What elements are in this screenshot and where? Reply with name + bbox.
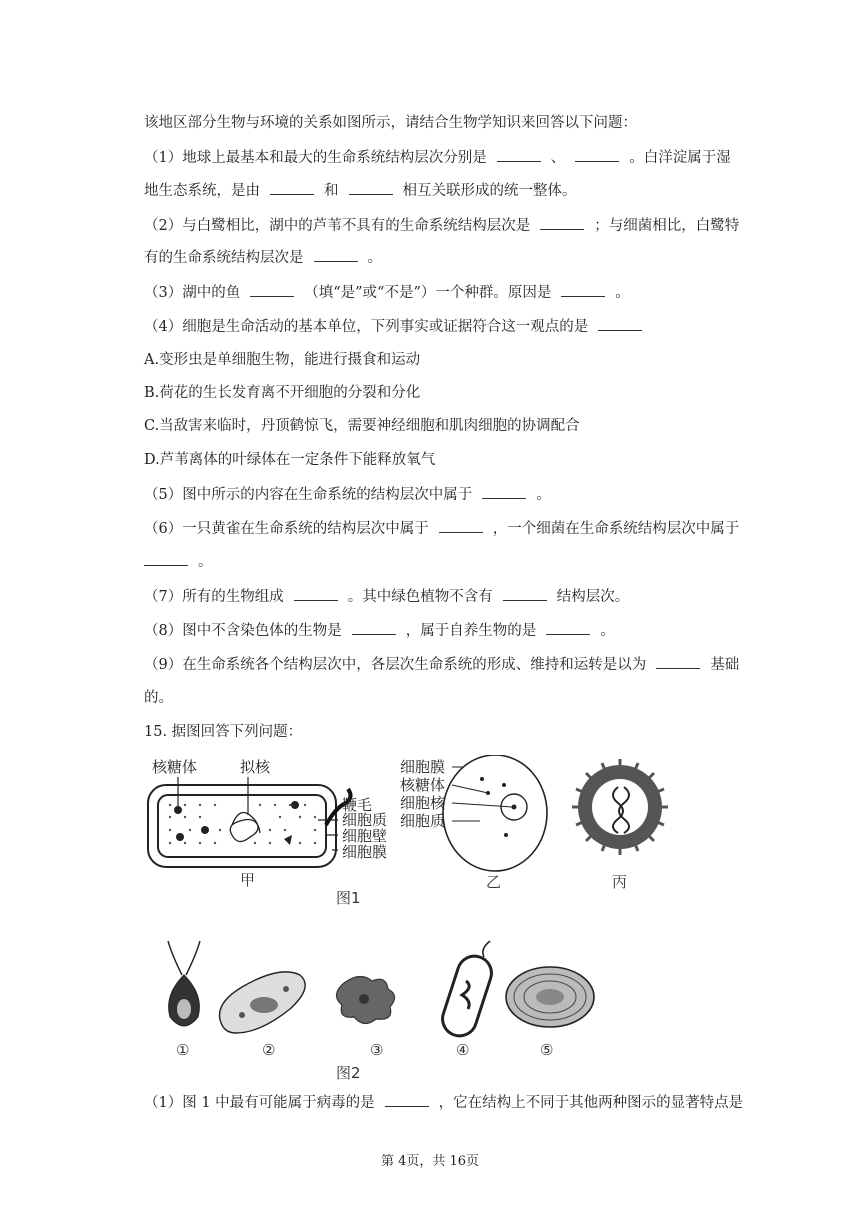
answer-blank[interactable] <box>439 519 483 533</box>
label-nucleus-yi: 细胞核 <box>400 794 446 812</box>
caption-jia: 甲 <box>240 871 256 889</box>
label-cell-wall: 细胞壁 <box>342 827 388 845</box>
option-a: A.变形虫是单细胞生物，能进行摄食和运动 <box>144 352 421 368</box>
amoeba-diagram <box>336 976 394 1059</box>
label-cell-membrane-yi: 细胞膜 <box>400 758 446 776</box>
answer-blank[interactable] <box>656 655 700 669</box>
answer-blank[interactable] <box>598 317 642 331</box>
figure-2-title: 图2 <box>336 1064 361 1082</box>
question-8: （8）图中不含染色体的生物是 ，属于自养生物的是 。 <box>144 623 615 639</box>
figure-1 <box>140 755 680 915</box>
question-2-line-2: 有的生命系统结构层次是 。 <box>144 250 382 266</box>
answer-blank[interactable] <box>349 181 393 195</box>
question-7: （7）所有的生物组成 。其中绿色植物不含有 结构层次。 <box>144 589 630 605</box>
question-9-line-1: （9）在生命系统各个结构层次中，各层次生命系统的形成、维持和运转是以为 基础 <box>144 657 740 673</box>
answer-blank[interactable] <box>250 283 294 297</box>
figure-2 <box>150 935 610 1085</box>
question-4: （4）细胞是生命活动的基本单位，下列事实或证据符合这一观点的是 <box>144 317 652 337</box>
label-flagellum: 鞭毛 <box>342 796 373 814</box>
caption-bing: 丙 <box>612 873 628 891</box>
number-3: ③ <box>370 1041 384 1059</box>
answer-blank[interactable] <box>385 1093 429 1107</box>
answer-blank[interactable] <box>503 587 547 601</box>
page-footer: 第 4页，共 16页 <box>380 1154 480 1169</box>
answer-blank[interactable] <box>575 148 619 162</box>
answer-blank[interactable] <box>352 621 396 635</box>
label-ribosome-yi: 核糖体 <box>400 776 446 794</box>
answer-blank[interactable] <box>546 621 590 635</box>
number-2: ② <box>262 1041 276 1059</box>
question-1-line-2: 地生态系统，是由 和 相互关联形成的统一整体。 <box>144 183 577 199</box>
chlamydomonas-diagram <box>168 941 200 1059</box>
label-cell-membrane: 细胞膜 <box>342 843 388 861</box>
question-5: （5）图中所示的内容在生命系统的结构层次中属于 。 <box>144 487 551 503</box>
option-d: D.芦苇离体的叶绿体在一定条件下能释放氧气 <box>144 452 436 468</box>
option-c: C.当敌害来临时，丹顶鹤惊飞，需要神经细胞和肌肉细胞的协调配合 <box>144 418 580 434</box>
rod-bacterium-diagram <box>438 941 496 1059</box>
number-5: ⑤ <box>540 1041 554 1059</box>
question-1-line-1: （1）地球上最基本和最大的生命系统结构层次分别是 、 。白洋淀属于湿 <box>144 150 731 166</box>
question-2-line-1: （2）与白鹭相比，湖中的芦苇不具有的生命系统结构层次是 ；与细菌相比，白鹭特 <box>144 218 740 234</box>
answer-blank[interactable] <box>482 485 526 499</box>
answer-blank[interactable] <box>561 283 605 297</box>
question-15-1: （1）图 1 中最有可能属于病毒的是 ，它在结构上不同于其他两种图示的显著特点是 <box>144 1095 744 1111</box>
number-1: ① <box>176 1041 190 1059</box>
option-b: B.荷花的生长发育离不开细胞的分裂和分化 <box>144 385 421 401</box>
answer-blank[interactable] <box>314 248 358 262</box>
answer-blank[interactable] <box>497 148 541 162</box>
virus-diagram <box>572 759 668 855</box>
question-15-title: 15. 据图回答下列问题： <box>144 724 303 740</box>
animal-cell-diagram <box>400 755 547 871</box>
label-ribosome: 核糖体 <box>152 758 198 776</box>
question-9-line-2: 的。 <box>144 690 173 706</box>
question-6-line-1: （6）一只黄雀在生命系统的结构层次中属于 ，一个细菌在生命系统结构层次中属于 <box>144 521 740 537</box>
figure-1-title: 图1 <box>336 889 361 907</box>
label-nucleoid: 拟核 <box>240 758 271 776</box>
plant-cell-diagram <box>506 967 594 1059</box>
paramecium-diagram <box>220 972 306 1059</box>
bacterium-diagram <box>148 758 387 867</box>
question-6-line-2: 。 <box>144 552 213 572</box>
answer-blank[interactable] <box>540 216 584 230</box>
answer-blank[interactable] <box>144 552 188 566</box>
label-cytoplasm: 细胞质 <box>342 811 388 829</box>
label-cytoplasm-yi: 细胞质 <box>400 812 446 830</box>
answer-blank[interactable] <box>294 587 338 601</box>
caption-yi: 乙 <box>486 873 502 891</box>
question-3: （3）湖中的鱼 （填“是”或“不是”）一个种群。原因是 。 <box>144 285 630 301</box>
answer-blank[interactable] <box>270 181 314 195</box>
number-4: ④ <box>456 1041 470 1059</box>
intro-text: 该地区部分生物与环境的关系如图所示，请结合生物学知识来回答以下问题： <box>144 115 637 131</box>
